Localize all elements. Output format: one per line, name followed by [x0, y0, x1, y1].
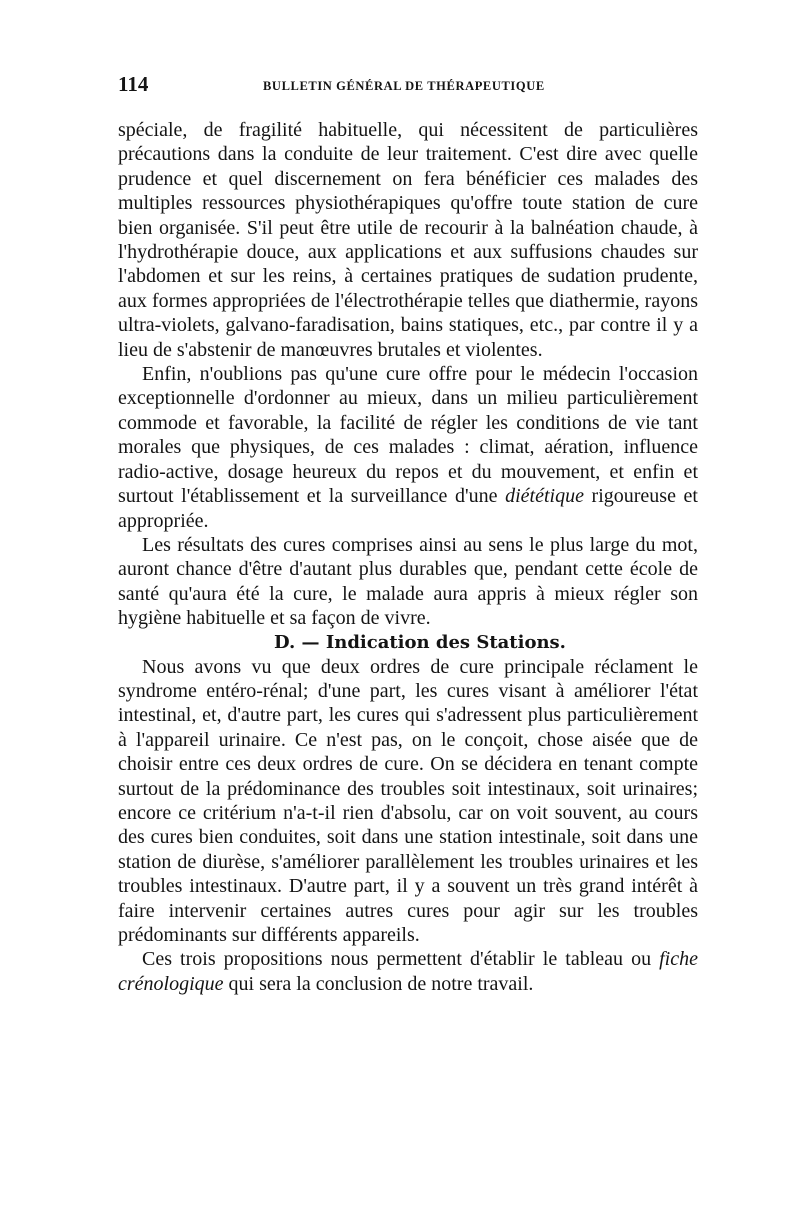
paragraph-conclusion	[118, 947, 698, 996]
paragraph-results: Les résultats des cures comprises ainsi au sens le plus large du mot, auront chance d'être d'autant plus durables que, pendant cette école de santé qu'aura été la cure, le malade aura appris à mieux régler son hygiène habituelle et sa façon de vivre.	[118, 533, 698, 630]
paragraph-conclusion-text: Ces trois propositions nous permettent d'établir le tableau ou	[142, 948, 660, 971]
italic-dietetique: diététique	[505, 485, 584, 508]
section-heading: D. — Indication des Stations.	[274, 631, 566, 653]
paragraph-conclusion-end: qui sera la conclusion de notre travail.	[223, 972, 534, 995]
italic-fiche-crenologique: fiche crénologique	[118, 948, 698, 995]
paragraph-two-orders: Nous avons vu que deux ordres de cure principale réclament le syndrome entéro-rénal; d'une part, les cures visant à améliorer l'état intestinal, et, d'autre part, les cures qui s'adressent plus particulièrement à l'appareil urinaire. Ce n'est pas, on le conçoit, chose aisée que de choisir entre ces deux ordres de cure. On se décidera en tenant compte surtout de la prédominance des troubles soit intestinaux, soit urinaires; encore ce critérium n'a-t-il rien d'absolu, car on voit souvent, au cours des cures bien conduites, soit dans une station intestinale, soit dans une station de diurèse, s'améliorer parallèlement les troubles urinaires et les troubles intestinaux. D'autre part, il y a souvent un très grand intérêt à faire intervenir certaines autres cures pour agir sur les troubles prédominants sur différents appareils.	[118, 655, 698, 946]
paragraph-physiotherapy: spéciale, de fragilité habituelle, qui nécessitent de particulières précautions dans la conduite de leur traitement. C'est dire avec quelle prudence et quel discernement on fera bénéficier ces malades des multiples ressources physiothérapiques qu'offre toute station de cure bien organisée. S'il peut être utile de recourir à la balnéation chaude, à l'hydrothérapie douce, aux applications et aux suffusions chaudes sur l'abdomen et sur les reins, à certaines pratiques de sudation prudente, aux formes appropriées de l'électrothérapie telles que diathermie, rayons ultra-violets, galvano-faradisation, bains statiques, etc., par contre il y a lieu de s'abstenir de manœuvres brutales et violentes.	[118, 119, 698, 361]
body-text	[118, 118, 698, 996]
running-head: BULLETIN GÉNÉRAL DE THÉRAPEUTIQUE	[263, 79, 545, 93]
paragraph-occasion-end: rigoureuse et appropriée.	[118, 485, 698, 532]
paragraph-occasion	[118, 362, 698, 533]
page-header	[118, 72, 698, 96]
paragraph-occasion-text: Enfin, n'oublions pas qu'une cure offre pour le médecin l'occasion exceptionnelle d'ordonner au mieux, dans un milieu particulièrement commode et favorable, la facilité de régler les conditions de vie tant morales que physiques, de ces malades : climat, aération, influence radio-active, dosage heureux du repos et du mouvement, et enfin et surtout l'établissement et la surveillance d'une	[118, 363, 698, 508]
page-number: 114	[118, 72, 149, 96]
